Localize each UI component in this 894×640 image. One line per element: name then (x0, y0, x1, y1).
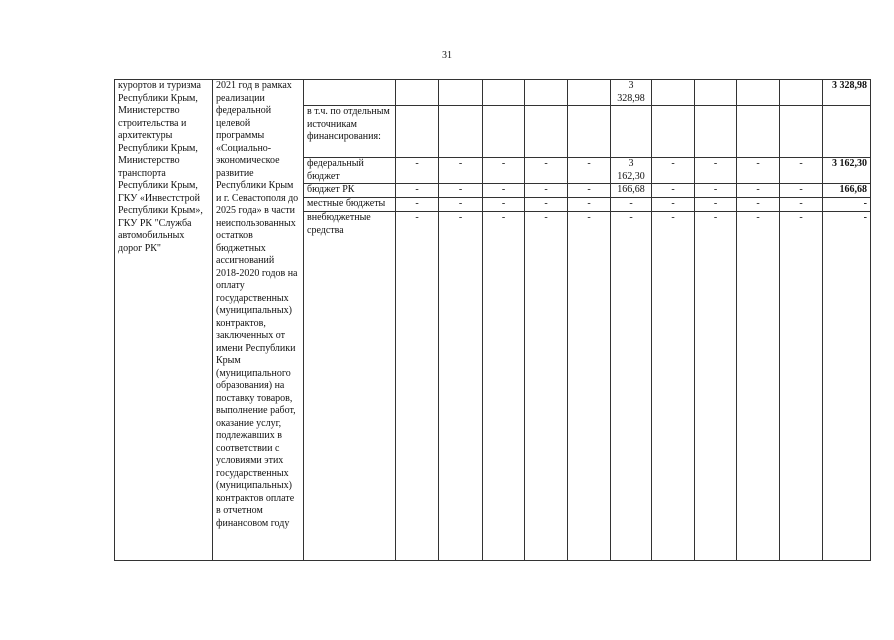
value-cell: - (737, 158, 780, 184)
value-cell: 3 328,98 (611, 80, 652, 106)
value-cell: - (483, 212, 525, 561)
source-cell (304, 80, 396, 106)
value-cell: - (568, 212, 611, 561)
value-cell: - (652, 212, 695, 561)
value-cell: - (439, 212, 483, 561)
value-cell: - (780, 198, 823, 212)
budget-table (114, 79, 871, 561)
total-cell: - (823, 212, 871, 561)
value-cell: - (525, 198, 568, 212)
value-cell (737, 80, 780, 106)
value-cell: - (439, 158, 483, 184)
source-cell: бюджет РК (304, 184, 396, 198)
value-cell (611, 106, 652, 158)
source-cell: местные бюджеты (304, 198, 396, 212)
total-cell: 166,68 (823, 184, 871, 198)
value-cell: - (780, 158, 823, 184)
total-cell: 3 162,30 (823, 158, 871, 184)
value-cell: - (439, 198, 483, 212)
value-cell (780, 106, 823, 158)
value-cell (737, 106, 780, 158)
value-cell (483, 106, 525, 158)
source-cell: федеральный бюджет (304, 158, 396, 184)
value-cell (780, 80, 823, 106)
value-cell (695, 80, 737, 106)
value-cell: - (396, 198, 439, 212)
value-cell: - (568, 184, 611, 198)
value-cell: - (568, 198, 611, 212)
value-cell: - (525, 158, 568, 184)
value-cell: - (396, 158, 439, 184)
value-cell: - (780, 184, 823, 198)
value-cell: - (439, 184, 483, 198)
value-cell: - (695, 184, 737, 198)
value-cell: - (695, 198, 737, 212)
total-cell: - (823, 198, 871, 212)
value-cell: - (611, 198, 652, 212)
value-cell: - (483, 158, 525, 184)
value-cell (652, 106, 695, 158)
value-cell (525, 80, 568, 106)
source-cell: внебюджетные средства (304, 212, 396, 561)
value-cell: 166,68 (611, 184, 652, 198)
total-cell: 3 328,98 (823, 80, 871, 106)
value-cell (396, 106, 439, 158)
value-cell: - (483, 198, 525, 212)
value-cell (568, 80, 611, 106)
value-cell: - (525, 184, 568, 198)
value-cell: - (737, 212, 780, 561)
value-cell: - (568, 158, 611, 184)
measure-cell: 2021 год в рамках реализации федеральной целевой программы «Социально-экономическое развитие Республики Крым и г. Севастополя до 2025 года» в части неиспользованных остатков бюджетных ассигнований 2018-2020 годов на оплату государственных (муниципальных) контрактов, заключенных от имени Республики Крым (муниципального образования) на поставку товаров, выполнение работ, оказание услуг, подлежавших в соответствии с условиями этих государственных (муниципальных) контрактов оплате в отчетном финансовом году (213, 80, 304, 561)
value-cell (483, 80, 525, 106)
page-number: 31 (442, 50, 452, 61)
value-cell: - (611, 212, 652, 561)
value-cell: - (652, 184, 695, 198)
value-cell: - (652, 158, 695, 184)
value-cell: - (396, 212, 439, 561)
value-cell: - (525, 212, 568, 561)
value-cell: - (483, 184, 525, 198)
value-cell: 3 162,30 (611, 158, 652, 184)
value-cell: - (737, 184, 780, 198)
value-cell: - (695, 212, 737, 561)
value-cell: - (780, 212, 823, 561)
value-cell (525, 106, 568, 158)
value-cell: - (695, 158, 737, 184)
value-cell (695, 106, 737, 158)
value-cell (568, 106, 611, 158)
value-cell: - (396, 184, 439, 198)
value-cell (396, 80, 439, 106)
total-cell (823, 106, 871, 158)
executors-cell: курортов и туризма Республики Крым, Министерство строительства и архитектуры Республики Крым, Министерство транспорта Республики Крым, ГКУ «Инвестстрой Республики Крым», ГКУ РК "Служба автомобильных дорог РК" (115, 80, 213, 561)
value-cell (652, 80, 695, 106)
source-cell: в т.ч. по отдельным источникам финансирования: (304, 106, 396, 158)
value-cell (439, 106, 483, 158)
value-cell (439, 80, 483, 106)
value-cell: - (652, 198, 695, 212)
row-total (115, 80, 871, 106)
value-cell: - (737, 198, 780, 212)
